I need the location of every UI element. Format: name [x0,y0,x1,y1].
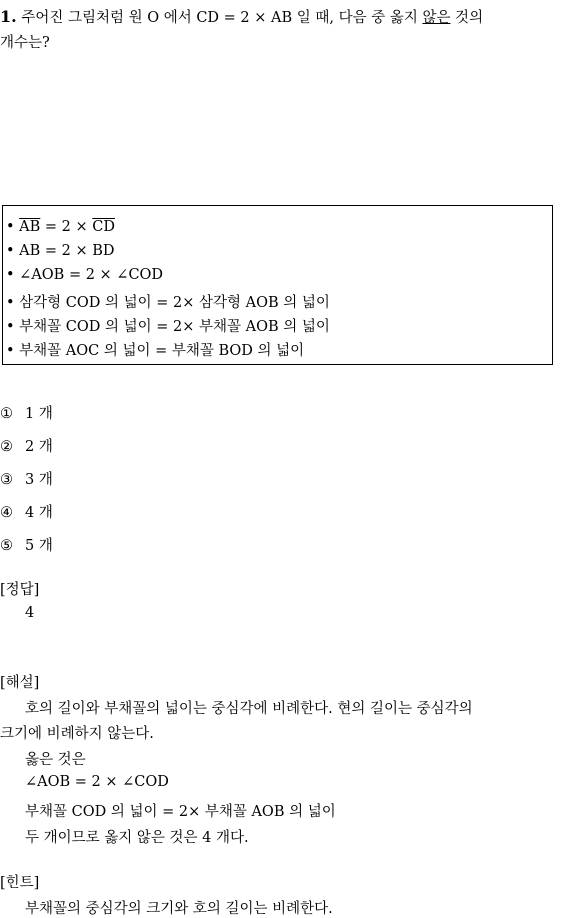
choice-mark: ④ [0,505,13,521]
statement-bullet: • [6,319,15,335]
hint-text: 부채꼴의 중심각의 크기와 호의 길이는 비례한다. [25,901,333,917]
statement-text: AB = 2 × BD [19,243,115,259]
statement-bullet: • [6,243,15,259]
explanation-line-2: 크기에 비례하지 않는다. [0,726,154,742]
statement-text: 삼각형 COD 의 넓이 = 2× 삼각형 AOB 의 넓이 [19,295,330,311]
question-text-pre: 주어진 그림처럼 원 O 에서 CD = 2 × AB 일 때, 다음 중 옳지 [21,10,423,26]
choice-text: 5 개 [25,538,53,554]
choice-5[interactable] [0,534,53,555]
statement-bullet: • [6,267,15,283]
statement-bullet: • [6,219,15,235]
statement-text: 부채꼴 COD 의 넓이 = 2× 부채꼴 AOB 의 넓이 [19,319,330,335]
answer-value: 4 [25,605,35,621]
statements-box [2,205,553,365]
statement-5 [6,315,330,336]
choice-mark: ② [0,439,13,455]
explanation-line-6: 두 개이므로 옳지 않은 것은 4 개다. [25,830,249,846]
hint-label: [힌트] [0,875,40,891]
choice-text: 4 개 [25,505,53,521]
statement-bullet: • [6,343,15,359]
question-line-2: 개수는? [0,35,50,51]
choice-3[interactable] [0,468,53,489]
statement-4 [6,291,330,312]
choice-text: 2 개 [25,439,53,455]
explanation-line-1: 호의 길이와 부채꼴의 넓이는 중심각에 비례한다. 현의 길이는 중심각의 [25,701,473,717]
choice-4[interactable] [0,501,53,522]
question-text-underlined: 않은 [422,10,451,26]
arc-cd: $\overline{CD}$ [92,219,116,235]
statement-1 [6,219,115,235]
statement-3 [6,267,163,283]
arc-ab: $\overline{AB}$ [19,219,41,235]
statement-2 [6,243,115,259]
question-line-1 [0,6,483,27]
statement-text: 부채꼴 AOC 의 넓이 = 부채꼴 BOD 의 넓이 [19,343,305,359]
statement-text: = 2 × [40,219,93,235]
choice-mark: ⑤ [0,538,13,554]
choice-1[interactable] [0,402,53,423]
question-text-post: 것의 [450,10,484,26]
choice-mark: ① [0,406,13,422]
explanation-label: [해설] [0,675,40,691]
choice-text: 1 개 [25,406,53,422]
explanation-line-4: ∠AOB = 2 × ∠COD [25,774,169,790]
statement-text: ∠AOB = 2 × ∠COD [19,267,164,283]
question-number: 1. [0,7,17,26]
choice-2[interactable] [0,435,53,456]
statement-bullet: • [6,295,15,311]
explanation-line-5: 부채꼴 COD 의 넓이 = 2× 부채꼴 AOB 의 넓이 [25,804,336,820]
statement-6 [6,339,304,360]
choice-text: 3 개 [25,472,53,488]
answer-label: [정답] [0,582,40,598]
explanation-line-3: 옳은 것은 [25,752,86,768]
choice-mark: ③ [0,472,13,488]
